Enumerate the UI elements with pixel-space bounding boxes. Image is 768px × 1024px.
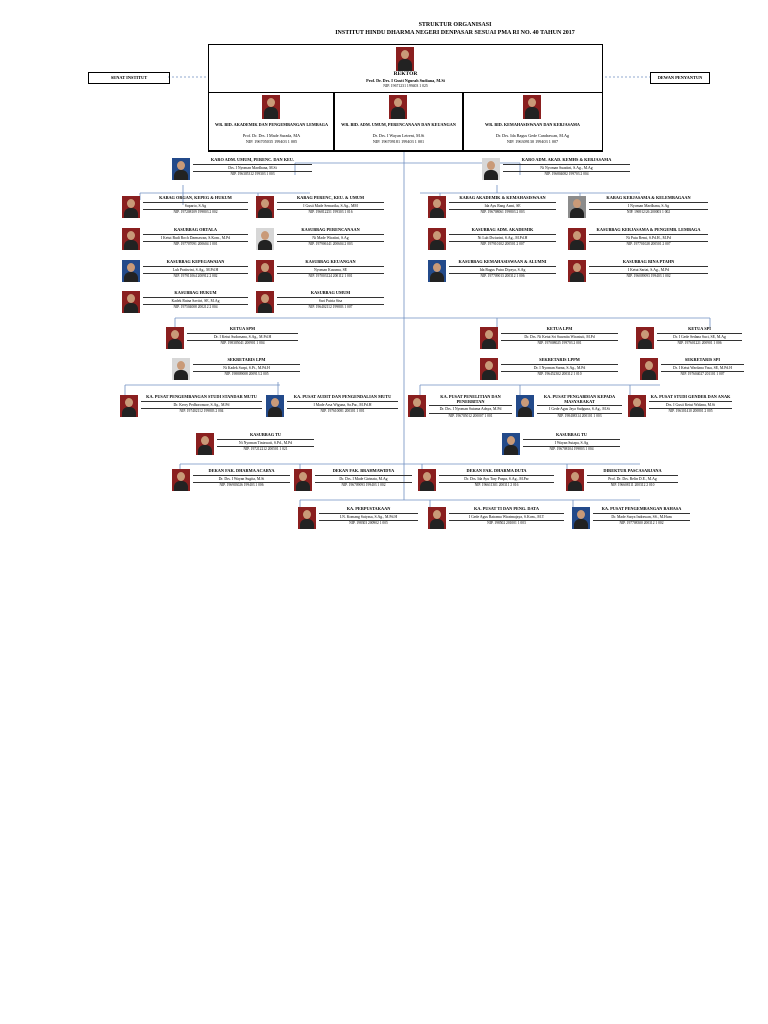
unit-name: Dr. Kerry Pedhoronsoe, S.Ag., M.Pd [141,401,262,407]
unit-role: KASUBBAG KEPEGAWAIAN [166,260,225,264]
unit-name: Ni Putu Remi, S.Pd.H., M.Pd [589,234,708,240]
unit-role: DEKAN FAK. DHARMA DUTA [466,469,527,473]
unit-name: Ida Ayu Rang Asmi, SE [449,202,556,208]
unit-nip: NIP. 197504008 200212 2 004 [143,304,248,310]
unit-kabag-kerja [568,196,708,220]
wr-akademik-portrait-icon [262,95,280,119]
wr-adm-umum-box [333,92,464,151]
unit-pusat-pengab [516,395,622,421]
unit-role: KETUA SPI [688,327,711,331]
dekan-duta-portrait-icon [418,469,436,491]
unit-nip: NIP. 197008025 199703 2 001 [501,340,618,346]
chart-title-line1: STRUKTUR ORGANISASI [418,22,492,28]
sek-lpm-left-portrait-icon [172,358,190,380]
pusat-pengab-portrait-icon [516,395,534,417]
unit-ksb-hukum [122,291,248,315]
wr-akademik-nip: NIP. 196705035 199403 1 005 [245,139,298,144]
wr-akademik-role: WR. BID. AKADEMIK DAN PENGEMBANGAN LEMBAGA [215,122,328,127]
unit-karo-aak [482,158,630,182]
unit-ksb-umum [256,291,384,315]
unit-name: Ni Nyoman Tiniawati, S.Pd., M.Pd [217,439,314,445]
chart-title-line2: INSTITUT HINDU DHARMA NEGERI DENPASAR SESUAI PMA RI NO. 40 TAHUN 2017 [335,30,575,36]
unit-nip: NIP. 197402112 199803 2 004 [141,408,262,414]
unit-role: DIREKTUR PASCASARJANA [603,469,662,473]
ksb-kpl-portrait-icon [568,228,586,250]
wr-kemahasiswaan-portrait-icon [523,95,541,119]
unit-role: KASUBBAG TU [249,433,282,437]
unit-nip: NIP. 196402112 199803 1 007 [277,304,384,310]
wr-adm-umum-role: WR. BID. ADM. UMUM, PERENCANAAN DAN KEUANGAN [341,122,456,127]
unit-sek-spi [640,358,744,382]
unit-role: KETUA LPM [546,327,573,331]
unit-nip: NIP. 196009093 199403 1 002 [589,273,708,279]
unit-nip: NIP. 198408314 200101 1 003 [537,413,622,419]
wr-adm-umum-portrait-icon [389,95,407,119]
unit-nip: NIP. 196903026 199403 1 006 [193,482,290,488]
unit-direktur-pasca [566,469,678,493]
unit-name: Dr. Drs. Ida Ayu Tary Puspa, S.Ag., M.Par [439,475,554,481]
unit-nip: NIP. 198305041 200901 1 004 [187,340,298,346]
unit-ka-perpus [298,507,418,531]
unit-name: Ida Bagus Putra Diyaya, S.Ag [449,266,556,272]
karo-auak-portrait-icon [172,158,190,180]
unit-nip: NIP. 198303 200902 1 005 [319,520,418,526]
unit-nip: NIP. 197906141 200604 2 003 [277,241,384,247]
unit-name: Ni Luh Dwiarini, S.Ag., M.Pd.H [449,234,556,240]
wr-akademik-box [208,92,335,151]
ksb-adm-portrait-icon [428,228,446,250]
unit-name: Dr. Drs. I Nyoman Sutama Adnya, M.Pd [429,405,512,411]
ka-perpus-portrait-icon [298,507,316,529]
unit-nip: NIP. 197701028 200501 2 007 [589,241,708,247]
unit-nip: NIP. 197910102 200501 2 007 [449,241,556,247]
unit-kasubag-tu-right [502,433,620,457]
unit-nip: NIP. 196912/26 200003 1 002 [589,209,708,215]
unit-ksb-adm [428,228,556,252]
unit-name: I Made Arsa Wiguna, Sa.Par., M.Pd.H [287,401,398,407]
unit-karo-auak [172,158,312,182]
karo-aak-portrait-icon [482,158,500,180]
unit-role: KASUBBAG KERJASAMA & PENGEMB. LEMBAGA [596,228,701,232]
unit-nip: NIP. 198809008 200913 2 005 [193,371,300,377]
unit-role: KASUBBAG KEMAHASISWAAN & ALUMNI [458,260,547,264]
ketua-lpm-portrait-icon [480,327,498,349]
unit-name: Dr. Drs. I Wayan Sugita, M.Si [193,475,290,481]
unit-nip: NIP. 197911064 200912 2 002 [143,273,248,279]
wr-kemahasiswaan-box [462,92,603,151]
rektor-photo-wrap [393,45,417,71]
unit-role: KETUA SPM [229,327,256,331]
unit-role: SEKRETARIS SPI [684,358,721,362]
ketua-spm-portrait-icon [166,327,184,349]
unit-nip: NIP. 196452302 200312 1 010 [501,371,618,377]
unit-ksb-keu [256,260,384,284]
ksb-perenc-portrait-icon [256,228,274,250]
unit-role: KA. PUSAT PENGEMBANGAN STUDI STANDAR MUTU [146,395,257,399]
sek-spi-portrait-icon [640,358,658,380]
direktur-pasca-portrait-icon [566,469,584,491]
unit-role: KABAG ORGAN, KEPEG & HUKUM [159,196,232,200]
unit-nip: NIP. 197601221 200901 1 006 [657,340,742,346]
rektor-name: Prof. Dr. Drs. I Gusti Ngurah Sudiana, M.Si [366,78,445,83]
unit-role: KA. PUSAT PENELITIAN DAN PENERBITAN [440,395,501,404]
unit-nip: NIP. 196709093 199403 1 002 [315,482,412,488]
unit-ksb-bina [568,260,708,284]
unit-role: KA. PUSAT STUDI GENDER DAN ANAK [650,395,731,399]
unit-dekan-brahma [294,469,412,493]
unit-ketua-spi [636,327,742,351]
unit-ksb-kepeg [122,260,248,284]
pusat-gender-portrait-icon [628,395,646,417]
unit-role: KASUBBAG ORTALA [173,228,218,232]
unit-nip: NIP. 197709013 200312 1 006 [449,273,556,279]
unit-ka-tipd [428,507,564,531]
unit-name: Dr. I Ketut Sudarsana, S.Ag., M.Pd.H [187,333,298,339]
unit-pusat-audit [266,395,398,421]
ksb-kemhs-portrait-icon [428,260,446,282]
ksb-kepeg-portrait-icon [122,260,140,282]
unit-role: KASUBBAG TU [555,433,588,437]
unit-role: KASUBBAG PERENCANAAN [301,228,360,232]
dekan-brahma-portrait-icon [294,469,312,491]
ksb-keu-portrait-icon [256,260,274,282]
unit-role: KASUBBAG ADM. AKADEMIK [471,228,534,232]
ksb-umum-portrait-icon [256,291,274,313]
unit-nip: NIP. 197212212 200501 1 021 [217,446,314,452]
ka-bahasa-portrait-icon [572,507,590,529]
rektor-role: REKTOR [393,71,418,77]
unit-ksb-kemhs [428,260,556,284]
unit-nip: NIP. 196708061 199803 2 003 [449,209,556,215]
unit-role: SEKRETARIS LPM [227,358,266,362]
unit-nip: NIP. 197707091 200604 1 001 [143,241,248,247]
unit-role: KASUBBAG HUKUM [174,291,217,295]
wr-adm-umum-name: Dr. Drs. I Wayan Letreni, M.Si [372,133,425,138]
dewan-penyantun-box: DEWAN PENYANTUN [650,72,710,84]
ksb-ortala-portrait-icon [122,228,140,250]
unit-name: Ni Kadek Surpi, S.Pt., M.Pd.H [193,364,300,370]
kabag-perenc-portrait-icon [256,196,274,218]
unit-role: KA. PUSAT AUDIT DAN PENGENDALIAN MUTU [293,395,392,399]
unit-role: KABAG KERJASAMA & KELEMBAGAAN [606,196,691,200]
ksb-hukum-portrait-icon [122,291,140,313]
ka-tipd-portrait-icon [428,507,446,529]
unit-name: Prof. Dr. Drs. Relin D.E., M.Ag [587,475,678,481]
unit-name: Drs. I Gusti Ketut Widana, M.Si [649,401,732,407]
unit-pusat-gender [628,395,732,421]
unit-name: Dr. Drs. Ni Ketut Sri Suarnita Wirastuti, M.Pd [501,333,618,339]
unit-role: KASUBBAG UMUM [310,291,351,295]
unit-name: Kadek Ratna Savitri, SE, M.Ag [143,297,248,303]
unit-role: KARO ADM. AKAD. KEMHS & KERJASAMA [521,158,612,162]
unit-nip: NIP. 196305312 199303 1 003 [193,171,312,177]
pusat-audit-portrait-icon [266,395,284,417]
unit-name: Dr. I Nyoman Surna, S.Ag., M.Pd [501,364,618,370]
wr-kemahasiswaan-role: WR. BID. KEMAHASISWAAN DAN KERJASAMA [485,122,580,127]
pusat-mutu-portrait-icon [120,395,138,417]
unit-name: Dr. I Ketut Wardana Yasa, SE, M.Pd.H [661,364,744,370]
unit-name: Dr. I Gede Sedana Suci, SE, M.Ag [657,333,742,339]
unit-sek-lpm-right [480,358,618,382]
unit-nip: NIP. 196812251 199303 1 016 [277,209,384,215]
unit-role: KARO ADM. UMUM, PERENC. DAN KEU. [210,158,295,162]
unit-nip: NIP. 196301410 200801 2 005 [649,408,732,414]
unit-name: Nyoman Kusuma, SE [277,266,384,272]
rektor-nip: NIP. 19671231 199403 1 025 [383,84,428,88]
dekan-acarya-portrait-icon [172,469,190,491]
unit-name: I.N. Komang Sutyasa, S.Ag., M.Pd.H [319,513,418,519]
unit-name: Dr. Made Surya Indrawan, SS., M.Hum [593,513,690,519]
unit-kabag-ohk [122,196,248,220]
unit-name: I Gusti Made Semarika, S.Ag., MM [277,202,384,208]
unit-name: Ni Made Wiratini, S.Ag [277,234,384,240]
kabag-akad-portrait-icon [428,196,446,218]
unit-nip: NIP. 197610081 200301 1 001 [287,408,398,414]
sek-lpm-right-portrait-icon [480,358,498,380]
ksb-bina-portrait-icon [568,260,586,282]
unit-dekan-acarya [172,469,290,493]
wr-adm-umum-nip: NIP. 196709181 199403 1 001 [372,139,425,144]
kabag-kerja-portrait-icon [568,196,586,218]
kasubag-tu-left-portrait-icon [196,433,214,455]
unit-role: DEKAN FAK. DHARMA ACARYA [208,469,275,473]
unit-nip: NIP. 196608111 200312 2 010 [587,482,678,488]
unit-sek-lpm-left [172,358,300,382]
unit-role: KA. PUSAT TI DAN PENG. DATA [474,507,539,511]
unit-name: Ni Nyoman Suastini, S.Ag., M.Ag [503,164,630,170]
rektor-portrait-icon [396,47,414,71]
unit-role: SEKRETARIS LPPM [539,358,580,362]
unit-role: KABAG PERENC, KEU. & UMUM [296,196,365,200]
unit-ksb-perenc [256,228,384,252]
unit-pusat-penel [408,395,512,421]
senat-institut-box: SENAT INSTITUT [88,72,170,84]
unit-nip: NIP. 197708300 200312 1 002 [593,520,690,526]
pusat-penel-portrait-icon [408,395,426,417]
unit-ksb-kpl [568,228,708,252]
unit-name: I Gede Agus Jaya Sadguna, S.Ag., M.Si [537,405,622,411]
unit-role: KASUBBAG BINA PTAHN [622,260,675,264]
unit-nip: NIP. 196705012 200007 1 001 [429,413,512,419]
unit-ketua-lpm [480,327,618,351]
unit-ksb-ortala [122,228,248,252]
unit-role: KA. PERPUSTAKAAN [346,507,391,511]
unit-name: I Wayan Sutapa, S.Ag [523,439,620,445]
kabag-ohk-portrait-icon [122,196,140,218]
unit-name: Sari Putria Sisa [277,297,384,303]
unit-nip: NIP. 196708104 199803 1 004 [523,446,620,452]
unit-role: KABAG AKADEMIK & KEMAHASISWAAN [459,196,546,200]
unit-name: Dr. Drs. I Made Girinata, M.Ag [315,475,412,481]
unit-name: I Ketut Budi Roch Darmawan, S.Kom., M.Pd [143,234,248,240]
unit-role: KASUBBAG KEUANGAN [305,260,356,264]
wr-akademik-name: Prof. Dr. Drs. I Made Surada, MA [242,133,301,138]
unit-pusat-mutu [120,395,262,421]
unit-dekan-duta [418,469,554,493]
unit-name: I Ketut Sariat, S.Ag., M.Pd [589,266,708,272]
unit-name: I Nyoman Mardhana, S.Ag [589,202,708,208]
unit-nip: NIP. 196611301 200311 2 016 [439,482,554,488]
kasubag-tu-right-portrait-icon [502,433,520,455]
unit-role: KA. PUSAT PENGEMBANGAN BAHASA [601,507,682,511]
wr-kemahasiswaan-name: Dr. Drs. Ida Bagus Gede Candrawan, M.Ag [495,133,570,138]
unit-nip: NIP. 197208109 199803 2 002 [143,209,248,215]
unit-name: Drs. I Nyoman Mardhana, M.Si [193,164,312,170]
unit-role: KA. PUSAT PENGABDIAN KEPADA MASYARAKAT [543,395,616,404]
unit-nip: NIP. 196804082 199703 2 004 [503,171,630,177]
ketua-spi-portrait-icon [636,327,654,349]
unit-name: Luh Pratiwini, S.Ag., M.Pd.H [143,266,248,272]
unit-kabag-perenc [256,196,384,220]
unit-nip: NIP. 198502 201001 1 003 [449,520,564,526]
unit-name: Suparto, S.Ag [143,202,248,208]
unit-nip: NIP. 197003124 200112 1 001 [277,273,384,279]
unit-role: DEKAN FAK. BRAHMAWIDYA [332,469,395,473]
unit-ka-bahasa [572,507,690,531]
wr-kemahasiswaan-nip: NIP. 196309130 199403 1 007 [506,139,559,144]
unit-nip: NIP. 197604027 201101 1 007 [661,371,744,377]
unit-kabag-akad [428,196,556,220]
unit-ketua-spm [166,327,298,351]
unit-name: I Gede Agus Ratrama Wiratmajaya, S.Kom., M.T [449,513,564,519]
unit-kasubag-tu-left [196,433,314,457]
